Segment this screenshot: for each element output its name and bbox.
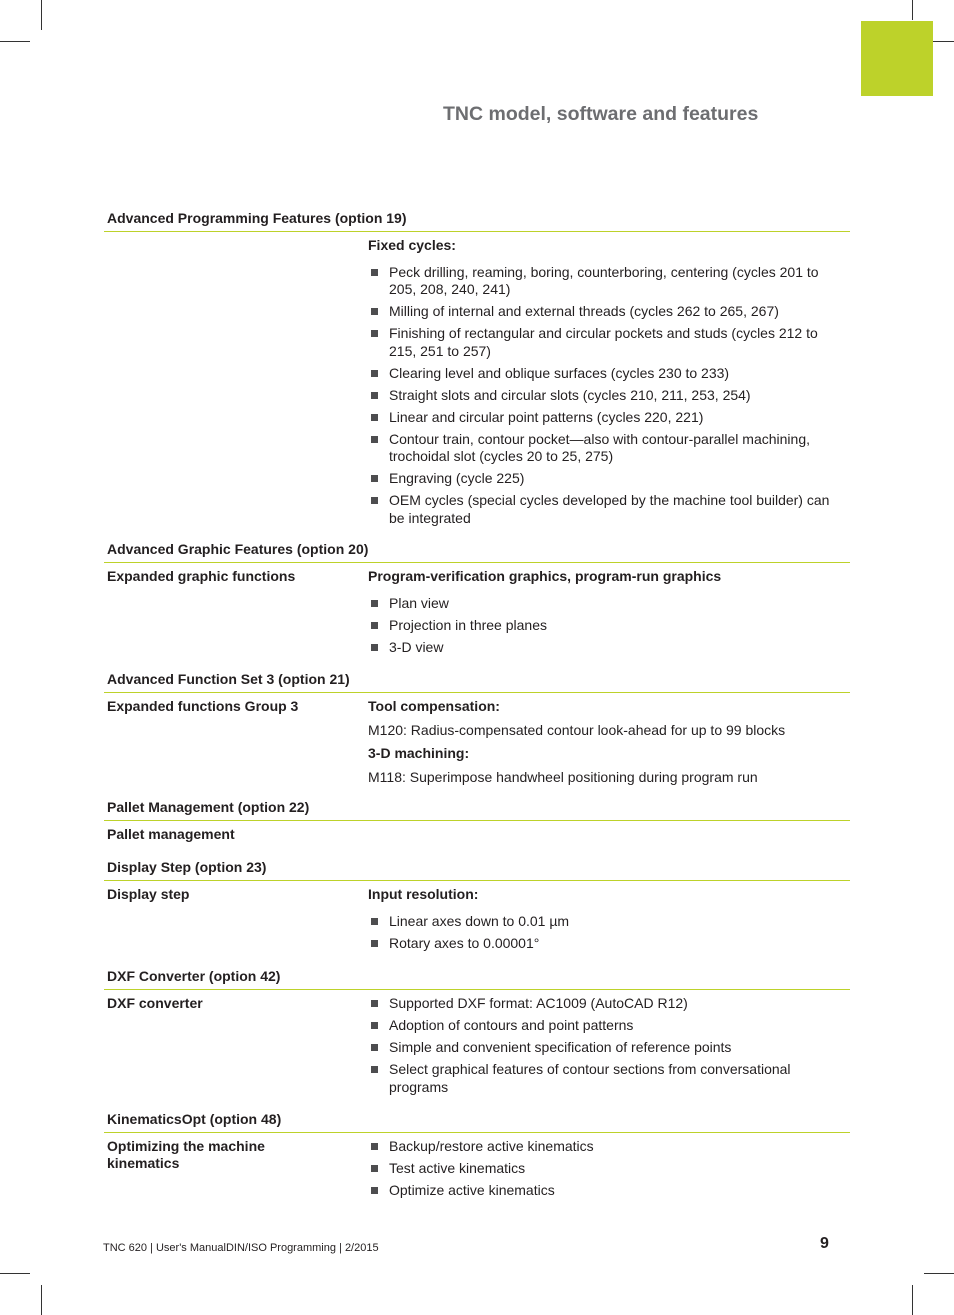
- row-content: [368, 995, 848, 1101]
- list-item: Projection in three planes: [368, 617, 848, 635]
- list-item: Peck drilling, reaming, boring, counterboring, centering (cycles 201 to 205, 208, 240, 241): [368, 264, 848, 299]
- bullet-square-icon: [371, 940, 378, 947]
- list-item: Linear and circular point patterns (cycles 220, 221): [368, 409, 848, 427]
- crop-mark: [41, 0, 42, 30]
- section-heading: Pallet Management (option 22): [104, 799, 850, 821]
- section-pallet-management: [104, 799, 850, 843]
- list-item: Select graphical features of contour sections from conversational programs: [368, 1061, 848, 1096]
- bullet-square-icon: [371, 392, 378, 399]
- bullet-square-icon: [371, 600, 378, 607]
- bullet-square-icon: [371, 1000, 378, 1007]
- feature-list: [368, 1138, 848, 1200]
- row-content: [368, 568, 848, 661]
- crop-mark: [41, 1285, 42, 1315]
- section-row: [104, 881, 850, 957]
- list-item: Adoption of contours and point patterns: [368, 1017, 848, 1035]
- row-label: DXF converter: [107, 995, 203, 1011]
- bullet-square-icon: [371, 436, 378, 443]
- row-label: Optimizing the machine kinematics: [107, 1138, 265, 1171]
- bullet-square-icon: [371, 1022, 378, 1029]
- row-label: Pallet management: [107, 826, 235, 842]
- subheading: 3-D machining:: [368, 745, 470, 761]
- section-row: [104, 563, 850, 661]
- row-content: [368, 1138, 848, 1204]
- bullet-square-icon: [371, 370, 378, 377]
- section-row: [104, 232, 850, 532]
- crop-mark: [924, 1273, 954, 1274]
- list-item: Test active kinematics: [368, 1160, 848, 1178]
- list-item: Optimize active kinematics: [368, 1182, 848, 1200]
- feature-list: [368, 995, 848, 1096]
- section-row: [104, 693, 850, 792]
- list-item: Rotary axes to 0.00001°: [368, 935, 848, 953]
- row-label: Display step: [107, 886, 190, 902]
- section-dxf-converter: [104, 968, 850, 1101]
- section-heading: Display Step (option 23): [104, 859, 850, 881]
- row-label: [104, 237, 368, 532]
- feature-list: [368, 595, 848, 657]
- section-row: [104, 821, 850, 843]
- crop-mark: [0, 41, 30, 42]
- page-number: 9: [820, 1235, 829, 1252]
- bullet-square-icon: [371, 1044, 378, 1051]
- section-heading: Advanced Programming Features (option 19): [104, 210, 850, 232]
- subheading: Input resolution:: [368, 886, 479, 902]
- row-content: [368, 886, 848, 957]
- bullet-square-icon: [371, 644, 378, 651]
- list-item: Engraving (cycle 225): [368, 470, 848, 488]
- section-kinematics-opt: [104, 1111, 850, 1204]
- row-content: [368, 698, 848, 792]
- bullet-square-icon: [371, 1143, 378, 1150]
- section-advanced-graphic: [104, 541, 850, 661]
- section-row: [104, 990, 850, 1101]
- bullet-square-icon: [371, 497, 378, 504]
- feature-list: [368, 264, 848, 528]
- feature-list: [368, 913, 848, 953]
- chapter-tab: [861, 21, 933, 96]
- list-item: Simple and convenient specification of reference points: [368, 1039, 848, 1057]
- section-heading: Advanced Graphic Features (option 20): [104, 541, 850, 563]
- subheading: Fixed cycles:: [368, 237, 456, 253]
- row-label: Expanded graphic functions: [107, 568, 296, 584]
- subheading: Program-verification graphics, program-run graphics: [368, 568, 722, 584]
- crop-mark: [912, 0, 913, 20]
- bullet-square-icon: [371, 1165, 378, 1172]
- list-item: Milling of internal and external threads (cycles 262 to 265, 267): [368, 303, 848, 321]
- list-item: Clearing level and oblique surfaces (cycles 230 to 233): [368, 365, 848, 383]
- section-heading: KinematicsOpt (option 48): [104, 1111, 850, 1133]
- list-item: Finishing of rectangular and circular pockets and studs (cycles 212 to 215, 251 to 257): [368, 325, 848, 360]
- list-item: Supported DXF format: AC1009 (AutoCAD R12): [368, 995, 848, 1013]
- description: M120: Radius-compensated contour look-ahead for up to 99 blocks: [368, 721, 786, 738]
- list-item: Linear axes down to 0.01 µm: [368, 913, 848, 931]
- bullet-square-icon: [371, 330, 378, 337]
- list-item: Backup/restore active kinematics: [368, 1138, 848, 1156]
- row-content: [368, 237, 848, 532]
- bullet-square-icon: [371, 475, 378, 482]
- section-display-step: [104, 859, 850, 957]
- subheading: Tool compensation:: [368, 698, 500, 714]
- row-content: [368, 826, 848, 843]
- section-heading: Advanced Function Set 3 (option 21): [104, 671, 850, 693]
- list-item: 3-D view: [368, 639, 848, 657]
- bullet-square-icon: [371, 414, 378, 421]
- description: M118: Superimpose handwheel positioning during program run: [368, 768, 758, 785]
- section-row: [104, 1133, 850, 1204]
- section-function-set-3: [104, 671, 850, 792]
- list-item: Plan view: [368, 595, 848, 613]
- section-heading: DXF Converter (option 42): [104, 968, 850, 990]
- footer-text: TNC 620 | User's ManualDIN/ISO Programming | 2/2015: [103, 1242, 379, 1254]
- bullet-square-icon: [371, 269, 378, 276]
- bullet-square-icon: [371, 622, 378, 629]
- section-advanced-programming: [104, 210, 850, 532]
- row-label: Expanded functions Group 3: [107, 698, 299, 714]
- list-item: Straight slots and circular slots (cycles 210, 211, 253, 254): [368, 387, 848, 405]
- list-item: Contour train, contour pocket—also with contour-parallel machining, trochoidal slot (cycles 20 to 25, 275): [368, 431, 848, 466]
- page-header-title: TNC model, software and features: [443, 103, 759, 125]
- bullet-square-icon: [371, 308, 378, 315]
- crop-mark: [0, 1273, 30, 1274]
- bullet-square-icon: [371, 1187, 378, 1194]
- bullet-square-icon: [371, 918, 378, 925]
- list-item: OEM cycles (special cycles developed by the machine tool builder) can be integrated: [368, 492, 848, 527]
- bullet-square-icon: [371, 1066, 378, 1073]
- crop-mark: [912, 1285, 913, 1315]
